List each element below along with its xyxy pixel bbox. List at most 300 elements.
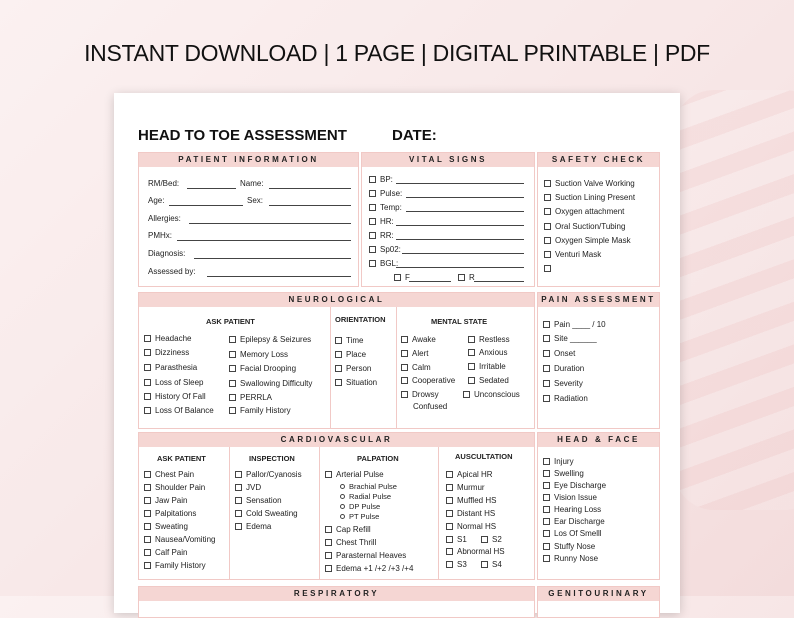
checkbox[interactable] bbox=[369, 218, 376, 225]
orientation-item[interactable] bbox=[335, 378, 377, 388]
palpation-item[interactable] bbox=[325, 538, 376, 548]
mental-state-confused-label: Confused bbox=[413, 402, 448, 411]
checkbox[interactable] bbox=[144, 407, 151, 414]
auscultation-item[interactable] bbox=[446, 470, 493, 480]
checkbox[interactable] bbox=[446, 471, 453, 478]
pulse-label: Radial Pulse bbox=[349, 492, 392, 501]
inspection-item[interactable] bbox=[235, 509, 298, 519]
background-decoration bbox=[674, 90, 794, 510]
divider bbox=[330, 307, 331, 428]
patient-info-section bbox=[138, 152, 359, 287]
checkbox[interactable] bbox=[446, 523, 453, 530]
mental-state-label: Drowsy bbox=[412, 390, 439, 399]
neuro-ask-label: Swallowing Difficulty bbox=[240, 379, 313, 388]
cardio-ask-label: Calf Pain bbox=[155, 548, 188, 557]
celsius-label: R bbox=[469, 273, 475, 282]
checkbox[interactable] bbox=[144, 393, 151, 400]
checkbox[interactable] bbox=[369, 190, 376, 197]
neuro-ask-item[interactable] bbox=[144, 334, 191, 344]
neuro-ask-item[interactable] bbox=[229, 350, 288, 360]
checkbox[interactable] bbox=[229, 365, 236, 372]
cardio-ask-item[interactable] bbox=[144, 548, 187, 558]
pulse-radio-item[interactable] bbox=[340, 512, 379, 522]
patient-info-header: PATIENT INFORMATION bbox=[139, 153, 358, 167]
vital-pulse-label: Pulse: bbox=[380, 189, 403, 198]
palpation-item[interactable] bbox=[325, 525, 371, 535]
celsius-option[interactable] bbox=[458, 273, 475, 283]
mental-state-label: Calm bbox=[412, 363, 431, 372]
pulse-label: DP Pulse bbox=[349, 502, 381, 511]
pain-item[interactable] bbox=[543, 349, 575, 359]
safety-item-blank[interactable] bbox=[544, 264, 555, 274]
safety-item[interactable] bbox=[544, 236, 631, 246]
head-face-item[interactable] bbox=[543, 457, 574, 467]
arterial-pulse-label: Arterial Pulse bbox=[336, 470, 384, 479]
neuro-ask-label: History Of Fall bbox=[155, 392, 206, 401]
checkbox[interactable] bbox=[335, 351, 342, 358]
safety-item[interactable] bbox=[544, 193, 635, 203]
cardio-ask-item[interactable] bbox=[144, 483, 205, 493]
mental-state-item[interactable] bbox=[401, 335, 436, 345]
neuro-ask-label: Dizziness bbox=[155, 348, 190, 357]
respiratory-section bbox=[138, 586, 535, 618]
neuro-ask-label: Memory Loss bbox=[240, 350, 289, 359]
mental-state-item[interactable] bbox=[401, 349, 428, 359]
pain-assessment-header: PAIN ASSESSMENT bbox=[538, 293, 659, 307]
checkbox[interactable] bbox=[235, 484, 242, 491]
checkbox[interactable] bbox=[235, 523, 242, 530]
rm-bed-label: RM/Bed: bbox=[148, 179, 180, 188]
vital-bgl[interactable] bbox=[369, 259, 398, 269]
auscultation-label: Normal HS bbox=[457, 522, 497, 531]
inspection-item[interactable] bbox=[235, 496, 282, 506]
checkbox[interactable] bbox=[229, 380, 236, 387]
inspection-label: Cold Sweating bbox=[246, 509, 298, 518]
cardio-ask-label: Palpitations bbox=[155, 509, 197, 518]
pulse-radio-item[interactable] bbox=[340, 502, 380, 512]
checkbox[interactable] bbox=[144, 536, 151, 543]
checkbox[interactable] bbox=[144, 497, 151, 504]
age-field[interactable] bbox=[169, 205, 243, 206]
cardio-ask-heading: ASK PATIENT bbox=[157, 454, 206, 463]
neurological-section bbox=[138, 292, 535, 429]
sex-label: Sex: bbox=[247, 196, 264, 205]
checkbox[interactable] bbox=[369, 246, 376, 253]
mental-state-item[interactable] bbox=[468, 362, 506, 372]
checkbox[interactable] bbox=[325, 471, 332, 478]
vital-signs-header: VITAL SIGNS bbox=[362, 153, 534, 167]
sex-field[interactable] bbox=[269, 205, 351, 206]
vital-bp-field[interactable] bbox=[396, 183, 524, 184]
pain-item-label: Severity bbox=[554, 379, 583, 388]
neuro-ask-label: Loss of Sleep bbox=[155, 378, 204, 387]
vital-rr-field[interactable] bbox=[396, 239, 524, 240]
checkbox[interactable] bbox=[543, 350, 550, 357]
vital-bp[interactable] bbox=[369, 175, 393, 185]
head-face-label: Ear Discharge bbox=[554, 517, 605, 526]
checkbox[interactable] bbox=[544, 194, 551, 201]
auscultation-label: Apical HR bbox=[457, 470, 493, 479]
mental-state-item[interactable] bbox=[401, 376, 455, 386]
inspection-item[interactable] bbox=[235, 522, 271, 532]
auscultation-heading: AUSCULTATION bbox=[455, 452, 513, 461]
head-face-item[interactable] bbox=[543, 469, 584, 479]
safety-item-label: Venturi Mask bbox=[555, 250, 602, 259]
checkbox[interactable] bbox=[144, 549, 151, 556]
safety-item[interactable] bbox=[544, 207, 624, 217]
banner: INSTANT DOWNLOAD | 1 PAGE | DIGITAL PRINTABLE | PDF bbox=[84, 40, 710, 66]
palpation-label: Chest Thrill bbox=[336, 538, 377, 547]
mental-state-item[interactable] bbox=[401, 390, 439, 400]
vital-spo2-label: Sp02: bbox=[380, 245, 401, 254]
neuro-ask-label: Loss Of Balance bbox=[155, 406, 214, 415]
neuro-ask-item[interactable] bbox=[229, 379, 312, 389]
checkbox[interactable] bbox=[544, 237, 551, 244]
head-face-label: Eye Discharge bbox=[554, 481, 607, 490]
cardio-ask-label: Chest Pain bbox=[155, 470, 195, 479]
checkbox[interactable] bbox=[543, 335, 550, 342]
checkbox[interactable] bbox=[401, 391, 408, 398]
neuro-ask-patient-heading: ASK PATIENT bbox=[206, 317, 255, 326]
cardio-ask-label: Family History bbox=[155, 561, 206, 570]
checkbox[interactable] bbox=[369, 204, 376, 211]
form-title: HEAD TO TOE ASSESSMENT bbox=[138, 127, 347, 144]
checkbox[interactable] bbox=[446, 561, 453, 568]
head-face-header: HEAD & FACE bbox=[538, 433, 659, 447]
inspection-label: Pallor/Cyanosis bbox=[246, 470, 302, 479]
inspection-label: Sensation bbox=[246, 496, 282, 505]
diagnosis-label: Diagnosis: bbox=[148, 249, 186, 258]
checkbox[interactable] bbox=[335, 337, 342, 344]
radio[interactable] bbox=[340, 514, 345, 519]
cardio-ask-item[interactable] bbox=[144, 470, 194, 480]
head-face-item[interactable] bbox=[543, 481, 606, 491]
checkbox[interactable] bbox=[325, 539, 332, 546]
head-face-item[interactable] bbox=[543, 517, 605, 527]
checkbox[interactable] bbox=[543, 395, 550, 402]
checkbox[interactable] bbox=[335, 365, 342, 372]
checkbox[interactable] bbox=[463, 391, 470, 398]
checkbox[interactable] bbox=[325, 552, 332, 559]
cardio-ask-label: Sweating bbox=[155, 522, 188, 531]
checkbox[interactable] bbox=[468, 336, 475, 343]
vital-signs-section bbox=[361, 152, 535, 287]
checkbox[interactable] bbox=[144, 523, 151, 530]
vital-rr[interactable] bbox=[369, 231, 394, 241]
mental-state-label: Sedated bbox=[479, 376, 509, 385]
checkbox[interactable] bbox=[369, 176, 376, 183]
fahrenheit-option[interactable] bbox=[394, 273, 410, 283]
pmhx-label: PMHx: bbox=[148, 231, 172, 240]
checkbox[interactable] bbox=[369, 232, 376, 239]
head-face-item[interactable] bbox=[543, 505, 601, 515]
pain-item-label: Duration bbox=[554, 364, 585, 373]
cardiovascular-section bbox=[138, 432, 535, 580]
checkbox[interactable] bbox=[543, 365, 550, 372]
checkbox[interactable] bbox=[235, 497, 242, 504]
vital-hr[interactable] bbox=[369, 217, 394, 227]
pain-item[interactable] bbox=[543, 364, 584, 374]
abnormal-hs-label: Abnormal HS bbox=[457, 547, 505, 556]
pain-item[interactable] bbox=[543, 394, 588, 404]
head-face-label: Injury bbox=[554, 457, 574, 466]
checkbox[interactable] bbox=[544, 208, 551, 215]
checkbox[interactable] bbox=[458, 274, 465, 281]
neuro-ask-item[interactable] bbox=[144, 406, 214, 416]
rm-bed-field[interactable] bbox=[187, 188, 236, 189]
arterial-pulse-item[interactable] bbox=[325, 470, 384, 480]
head-face-label: Vision Issue bbox=[554, 493, 597, 502]
vital-hr-label: HR: bbox=[380, 217, 394, 226]
checkbox[interactable] bbox=[144, 349, 151, 356]
neuro-ask-label: Epilepsy & Seizures bbox=[240, 335, 312, 344]
vital-pulse-field[interactable] bbox=[406, 197, 524, 198]
checkbox[interactable] bbox=[144, 335, 151, 342]
neurological-header: NEUROLOGICAL bbox=[139, 293, 534, 307]
checkbox[interactable] bbox=[144, 364, 151, 371]
checkbox[interactable] bbox=[401, 364, 408, 371]
checkbox[interactable] bbox=[144, 471, 151, 478]
radio[interactable] bbox=[340, 504, 345, 509]
cardio-ask-item[interactable] bbox=[144, 522, 188, 532]
radio[interactable] bbox=[340, 484, 345, 489]
head-face-label: Runny Nose bbox=[554, 554, 599, 563]
vital-bp-label: BP: bbox=[380, 175, 393, 184]
divider bbox=[396, 307, 397, 428]
checkbox[interactable] bbox=[543, 494, 550, 501]
s4-item[interactable] bbox=[481, 560, 502, 570]
pain-site-item[interactable] bbox=[543, 334, 597, 344]
checkbox[interactable] bbox=[543, 530, 550, 537]
mental-state-item[interactable] bbox=[468, 376, 509, 386]
checkbox[interactable] bbox=[325, 565, 332, 572]
auscultation-item[interactable] bbox=[446, 509, 495, 519]
neuro-ask-item[interactable] bbox=[144, 378, 203, 388]
head-face-item[interactable] bbox=[543, 554, 598, 564]
orientation-item[interactable] bbox=[335, 336, 363, 346]
inspection-heading: INSPECTION bbox=[249, 454, 295, 463]
pain-assessment-section bbox=[537, 292, 660, 429]
cardio-ask-label: Jaw Pain bbox=[155, 496, 188, 505]
head-face-label: Stuffy Nose bbox=[554, 542, 596, 551]
checkbox[interactable] bbox=[369, 260, 376, 267]
orientation-item[interactable] bbox=[335, 364, 371, 374]
mental-state-item[interactable] bbox=[468, 335, 510, 345]
vital-spo2[interactable] bbox=[369, 245, 401, 255]
pulse-radio-item[interactable] bbox=[340, 482, 397, 492]
checkbox[interactable] bbox=[543, 380, 550, 387]
pulse-label: PT Pulse bbox=[349, 512, 380, 521]
checkbox[interactable] bbox=[446, 548, 453, 555]
checkbox[interactable] bbox=[144, 510, 151, 517]
vital-bgl-field[interactable] bbox=[396, 267, 524, 268]
checkbox[interactable] bbox=[468, 363, 475, 370]
checkbox[interactable] bbox=[394, 274, 401, 281]
divider bbox=[319, 447, 320, 579]
date-label: DATE: bbox=[392, 127, 437, 144]
checkbox[interactable] bbox=[235, 510, 242, 517]
safety-item-label: Suction Valve Working bbox=[555, 179, 635, 188]
s2-item[interactable] bbox=[481, 535, 502, 545]
vital-temp-label: Temp: bbox=[380, 203, 402, 212]
assessed-by-field[interactable] bbox=[207, 276, 351, 277]
palpation-heading: PALPATION bbox=[357, 454, 399, 463]
checkbox[interactable] bbox=[446, 484, 453, 491]
orientation-label: Place bbox=[346, 350, 367, 359]
neuro-ask-label: Headache bbox=[155, 334, 192, 343]
neuro-ask-item[interactable] bbox=[229, 335, 311, 345]
mental-state-label: Unconscious bbox=[474, 390, 520, 399]
checkbox[interactable] bbox=[401, 336, 408, 343]
pain-scale-label: Pain ____ / 10 bbox=[554, 320, 606, 329]
checkbox[interactable] bbox=[468, 349, 475, 356]
cardio-ask-item[interactable] bbox=[144, 535, 215, 545]
vital-pulse[interactable] bbox=[369, 189, 402, 199]
checkbox[interactable] bbox=[229, 351, 236, 358]
auscultation-item[interactable] bbox=[446, 522, 496, 532]
safety-item-label: Suction Lining Present bbox=[555, 193, 636, 202]
pain-scale-item[interactable] bbox=[543, 320, 606, 330]
cardio-ask-item[interactable] bbox=[144, 509, 196, 519]
assessed-by-label: Assessed by: bbox=[148, 267, 196, 276]
checkbox[interactable] bbox=[543, 518, 550, 525]
divider bbox=[438, 447, 439, 579]
checkbox[interactable] bbox=[543, 482, 550, 489]
radio[interactable] bbox=[340, 494, 345, 499]
pmhx-field[interactable] bbox=[177, 240, 351, 241]
head-face-item[interactable] bbox=[543, 493, 597, 503]
s3-item[interactable] bbox=[446, 560, 467, 570]
checkbox[interactable] bbox=[401, 350, 408, 357]
palpation-item[interactable] bbox=[325, 564, 413, 574]
safety-item[interactable] bbox=[544, 250, 601, 260]
pain-site-label: Site ______ bbox=[554, 334, 597, 343]
vital-hr-field[interactable] bbox=[396, 225, 524, 226]
palpation-label: Cap Refill bbox=[336, 525, 371, 534]
checkbox[interactable] bbox=[543, 506, 550, 513]
genitourinary-header: GENITOURINARY bbox=[538, 587, 659, 601]
neuro-ask-item[interactable] bbox=[229, 364, 296, 374]
checkbox[interactable] bbox=[543, 470, 550, 477]
checkbox[interactable] bbox=[544, 223, 551, 230]
neuro-ask-item[interactable] bbox=[229, 393, 272, 403]
allergies-label: Allergies: bbox=[148, 214, 181, 223]
pain-item-label: Radiation bbox=[554, 394, 588, 403]
checkbox[interactable] bbox=[446, 536, 453, 543]
head-face-label: Swelling bbox=[554, 469, 584, 478]
s1-label: S1 bbox=[457, 535, 467, 544]
mental-state-label: Alert bbox=[412, 349, 429, 358]
safety-item[interactable] bbox=[544, 222, 625, 232]
checkbox[interactable] bbox=[335, 379, 342, 386]
respiratory-header: RESPIRATORY bbox=[139, 587, 534, 601]
s3-label: S3 bbox=[457, 560, 467, 569]
checkbox[interactable] bbox=[544, 265, 551, 272]
safety-item[interactable] bbox=[544, 179, 635, 189]
inspection-item[interactable] bbox=[235, 483, 261, 493]
checkbox[interactable] bbox=[229, 394, 236, 401]
cardio-ask-item[interactable] bbox=[144, 496, 187, 506]
checkbox[interactable] bbox=[401, 377, 408, 384]
checkbox[interactable] bbox=[144, 484, 151, 491]
checkbox[interactable] bbox=[325, 526, 332, 533]
checkbox[interactable] bbox=[543, 543, 550, 550]
checkbox[interactable] bbox=[543, 555, 550, 562]
neuro-ask-item[interactable] bbox=[144, 392, 206, 402]
vital-temp[interactable] bbox=[369, 203, 402, 213]
neuro-ask-item[interactable] bbox=[229, 406, 291, 416]
checkbox[interactable] bbox=[229, 336, 236, 343]
head-face-item[interactable] bbox=[543, 529, 602, 539]
auscultation-item[interactable] bbox=[446, 483, 485, 493]
mental-state-label: Restless bbox=[479, 335, 510, 344]
pain-item-label: Onset bbox=[554, 349, 576, 358]
orientation-item[interactable] bbox=[335, 350, 366, 360]
allergies-field[interactable] bbox=[189, 223, 351, 224]
s2-label: S2 bbox=[492, 535, 502, 544]
diagnosis-field[interactable] bbox=[194, 258, 351, 259]
checkbox[interactable] bbox=[481, 561, 488, 568]
name-field[interactable] bbox=[269, 188, 351, 189]
neuro-ask-item[interactable] bbox=[144, 348, 189, 358]
auscultation-label: Murmur bbox=[457, 483, 485, 492]
palpation-label: Edema +1 /+2 /+3 /+4 bbox=[336, 564, 414, 573]
palpation-item[interactable] bbox=[325, 551, 406, 561]
inspection-label: JVD bbox=[246, 483, 262, 492]
pulse-radio-item[interactable] bbox=[340, 492, 391, 502]
checkbox[interactable] bbox=[543, 458, 550, 465]
orientation-label: Person bbox=[346, 364, 372, 373]
s1-item[interactable] bbox=[446, 535, 467, 545]
palpation-label: Parasternal Heaves bbox=[336, 551, 407, 560]
inspection-item[interactable] bbox=[235, 470, 302, 480]
cardio-ask-item[interactable] bbox=[144, 561, 206, 571]
fahrenheit-field[interactable] bbox=[409, 281, 451, 282]
neuro-ask-label: Facial Drooping bbox=[240, 364, 297, 373]
mental-state-item[interactable] bbox=[463, 390, 520, 400]
safety-item-label: Oxygen attachment bbox=[555, 207, 625, 216]
safety-check-section bbox=[537, 152, 660, 287]
vital-temp-field[interactable] bbox=[406, 211, 524, 212]
head-face-section bbox=[537, 432, 660, 580]
checkbox[interactable] bbox=[144, 379, 151, 386]
checkbox[interactable] bbox=[446, 497, 453, 504]
head-face-item[interactable] bbox=[543, 542, 595, 552]
abnormal-hs-item[interactable] bbox=[446, 547, 505, 557]
pain-item[interactable] bbox=[543, 379, 583, 389]
mental-state-item[interactable] bbox=[401, 363, 431, 373]
cardiovascular-header: CARDIOVASCULAR bbox=[139, 433, 534, 447]
checkbox[interactable] bbox=[144, 562, 151, 569]
vital-spo2-field[interactable] bbox=[402, 253, 524, 254]
checkbox[interactable] bbox=[481, 536, 488, 543]
mental-state-item[interactable] bbox=[468, 348, 507, 358]
checkbox[interactable] bbox=[229, 407, 236, 414]
vital-rr-label: RR: bbox=[380, 231, 394, 240]
s4-label: S4 bbox=[492, 560, 502, 569]
divider bbox=[229, 447, 230, 579]
celsius-field[interactable] bbox=[474, 281, 524, 282]
checkbox[interactable] bbox=[235, 471, 242, 478]
auscultation-item[interactable] bbox=[446, 496, 496, 506]
neuro-ask-item[interactable] bbox=[144, 363, 197, 373]
checkbox[interactable] bbox=[544, 180, 551, 187]
orientation-heading: ORIENTATION bbox=[335, 315, 386, 324]
checkbox[interactable] bbox=[543, 321, 550, 328]
checkbox[interactable] bbox=[446, 510, 453, 517]
checkbox[interactable] bbox=[544, 251, 551, 258]
checkbox[interactable] bbox=[468, 377, 475, 384]
